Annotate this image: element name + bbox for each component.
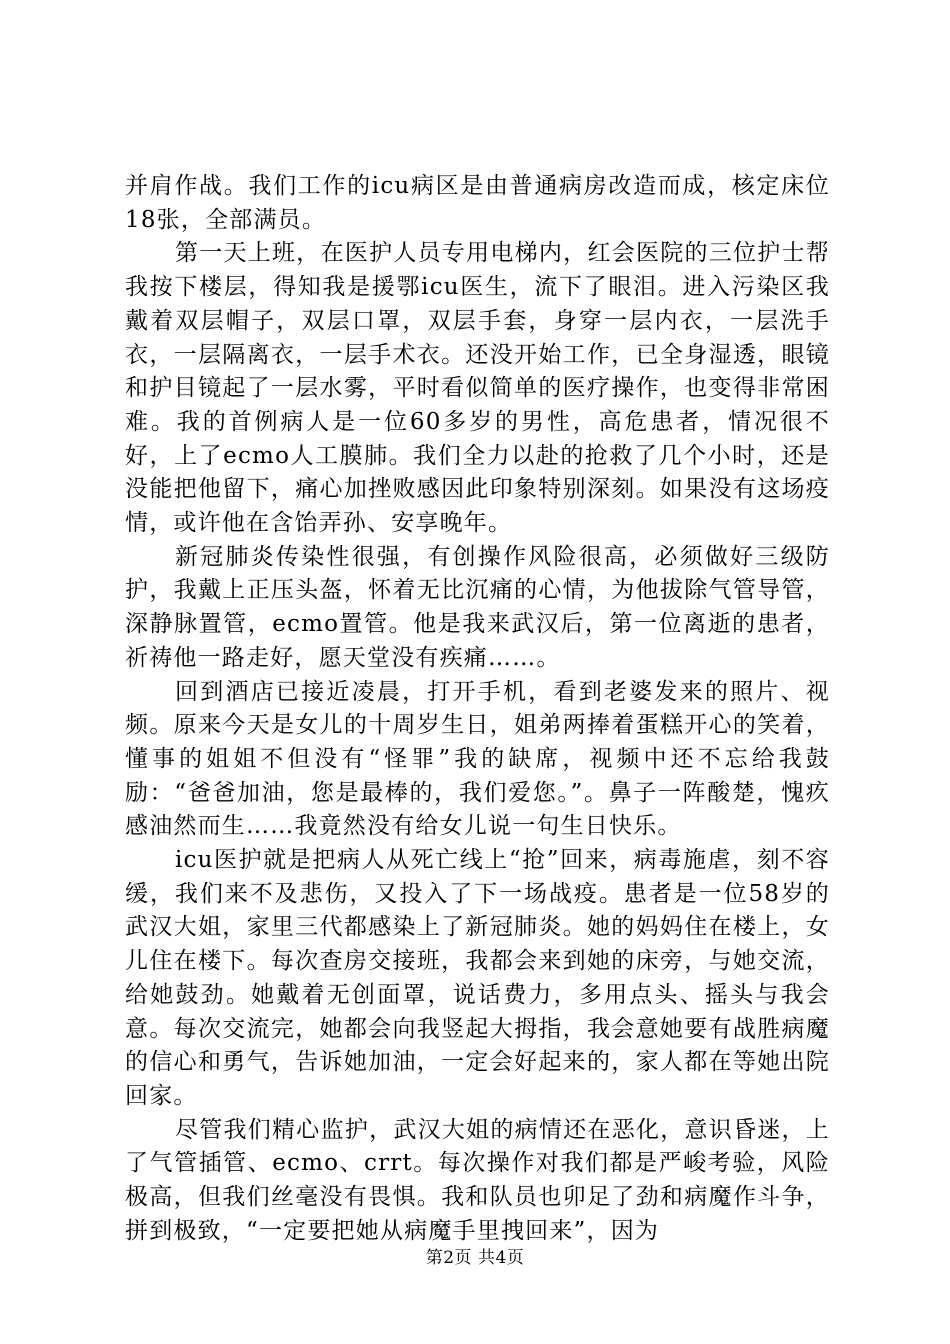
paragraph-6: 尽管我们精心监护，武汉大姐的病情还在恶化，意识昏迷，上了气管插管、ecmo、crrt。每次操作对我们都是严峻考验，风险极高，但我们丝毫没有畏惧。我和队员也卯足了劲和病魔作斗争，拼到极致，“一定要把她从病魔手里拽回来”，因为 [125,1116,830,1244]
paragraph-1: 并肩作战。我们工作的icu病区是由普通病房改造而成，核定床位18张，全部满员。 [125,173,830,233]
paragraph-2: 第一天上班，在医护人员专用电梯内，红会医院的三位护士帮我按下楼层，得知我是援鄂icu医生，流下了眼泪。进入污染区我戴着双层帽子，双层口罩，双层手套，身穿一层内衣，一层洗手衣，一层隔离衣，一层手术衣。还没开始工作，已全身湿透，眼镜和护目镜起了一层水雾，平时看似简单的医疗操作，也变得非常困难。我的首例病人是一位60多岁的男性，高危患者，情况很不好，上了ecmo人工膜肺。我们全力以赴的抢救了几个小时，还是没能把他留下，痛心加挫败感因此印象特别深刻。如果没有这场疫情，或许他在含饴弄孙、安享晚年。 [125,240,830,537]
paragraph-4: 回到酒店已接近凌晨，打开手机，看到老婆发来的照片、视频。原来今天是女儿的十周岁生日，姐弟两捧着蛋糕开心的笑着，懂事的姐姐不但没有“怪罪”我的缺席，视频中还不忘给我鼓励：“爸爸加油，您是最棒的，我们爱您。”。鼻子一阵酸楚，愧疚感油然而生……我竟然没有给女儿说一句生日快乐。 [125,678,830,840]
paragraph-3: 新冠肺炎传染性很强，有创操作风险很高，必须做好三级防护，我戴上正压头盔，怀着无比沉痛的心情，为他拔除气管导管，深静脉置管，ecmo置管。他是我来武汉后，第一位离逝的患者，祈祷他一路走好，愿天堂没有疾痛……。 [125,543,830,671]
page-number-footer: 第2页 共4页 [425,1248,525,1268]
paragraph-5: icu医护就是把病人从死亡线上“抢”回来，病毒施虐，刻不容缓，我们来不及悲伤，又投入了下一场战疫。患者是一位58岁的武汉大姐，家里三代都感染上了新冠肺炎。她的妈妈住在楼上，女儿住在楼下。每次查房交接班，我都会来到她的床旁，与她交流，给她鼓劲。她戴着无创面罩，说话费力，多用点头、摇头与我会意。每次交流完，她都会向我竖起大拇指，我会意她要有战胜病魔的信心和勇气，告诉她加油，一定会好起来的，家人都在等她出院回家。 [125,847,830,1109]
document-body [125,170,830,1249]
